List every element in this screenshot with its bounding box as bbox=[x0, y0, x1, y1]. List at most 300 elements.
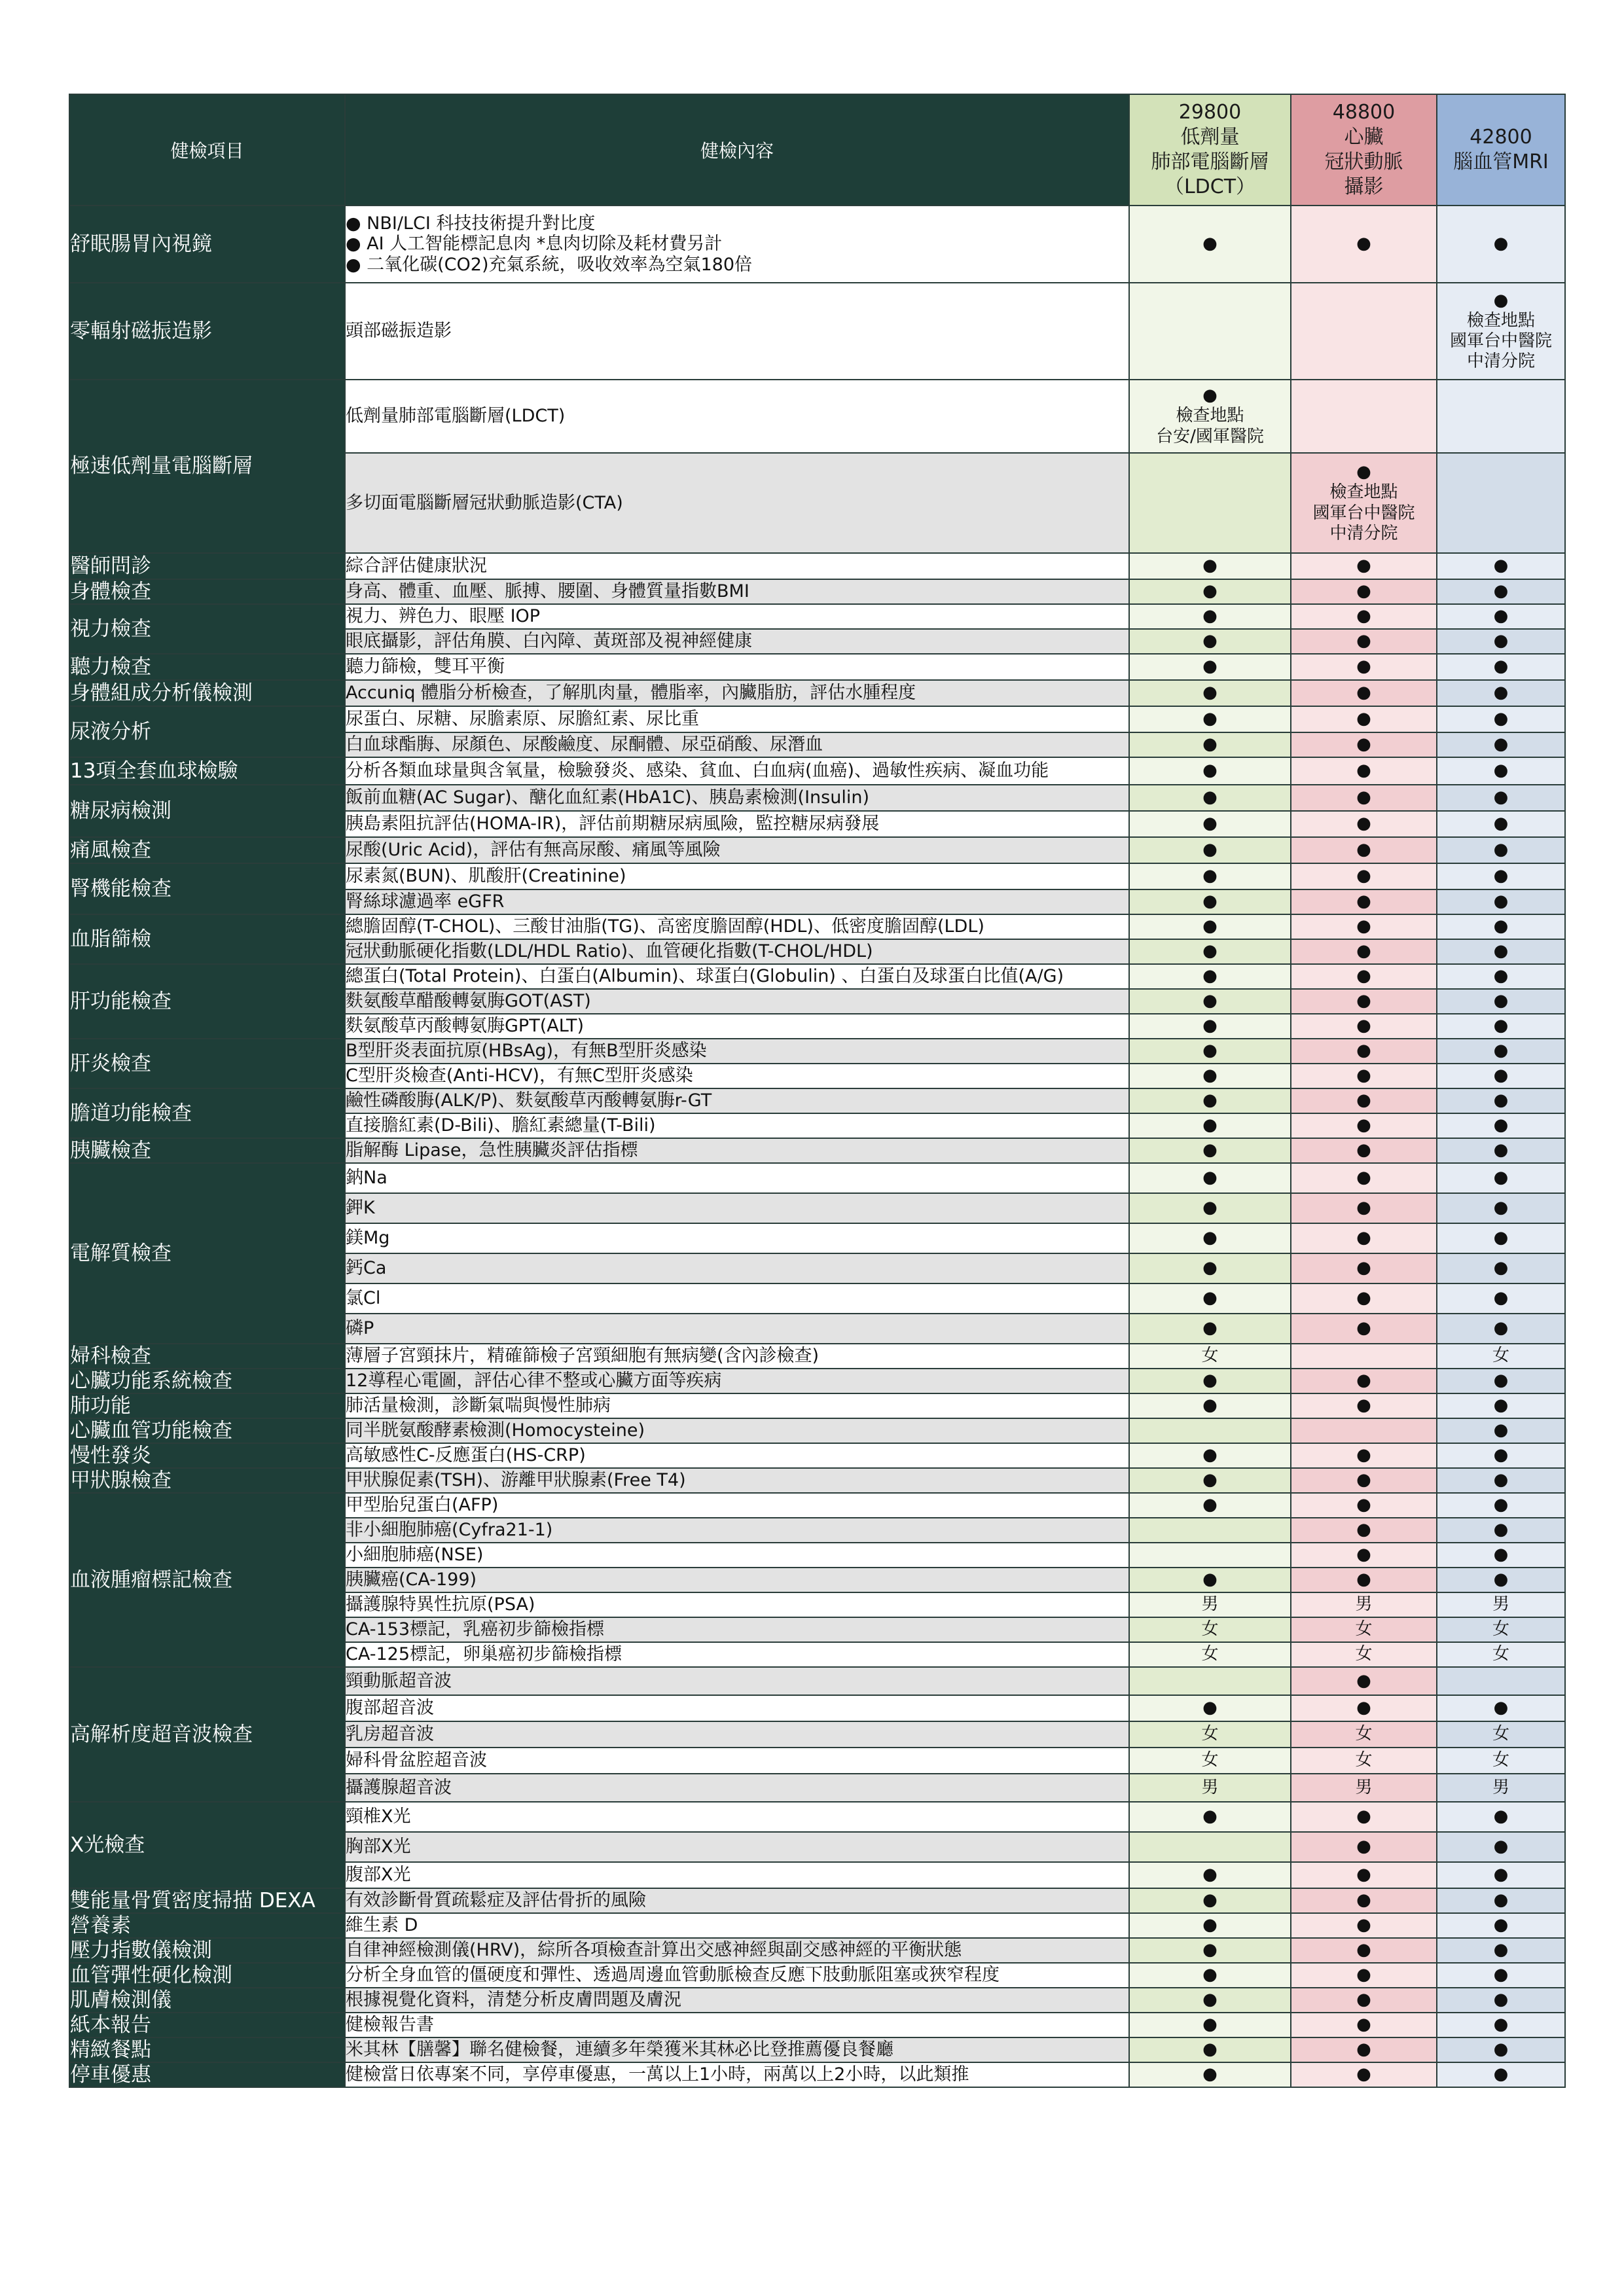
package-mark-cell: ● bbox=[1291, 553, 1437, 579]
package-mark-cell bbox=[1129, 1543, 1291, 1568]
package-mark-cell bbox=[1129, 283, 1291, 380]
content-line: 視力、辨色力、眼壓 IOP bbox=[346, 606, 541, 627]
package-mark-cell bbox=[1437, 1667, 1565, 1695]
package-mark-cell: ● bbox=[1291, 785, 1437, 811]
content-cell bbox=[345, 1592, 1129, 1617]
package-mark-cell: ● bbox=[1291, 1695, 1437, 1721]
content-cell bbox=[345, 2013, 1129, 2037]
package-mark-cell: ● bbox=[1291, 1369, 1437, 1393]
category-cell: 高解析度超音波檢查 bbox=[69, 1667, 345, 1802]
table-row bbox=[69, 1468, 1565, 1493]
package-mark-cell: ● bbox=[1129, 1163, 1291, 1193]
package-mark-cell: ● bbox=[1437, 1418, 1565, 1443]
package-mark-cell: 男 bbox=[1291, 1592, 1437, 1617]
package-mark-cell: ● bbox=[1291, 1443, 1437, 1468]
content-cell bbox=[345, 1774, 1129, 1802]
package-mark-cell: ● bbox=[1129, 654, 1291, 680]
content-cell bbox=[345, 1064, 1129, 1088]
content-cell bbox=[345, 1568, 1129, 1592]
package-ldct-header bbox=[1129, 94, 1291, 206]
package-mri-header bbox=[1437, 94, 1565, 206]
package-mark-cell: ● bbox=[1291, 1568, 1437, 1592]
category-cell: 血液腫瘤標記檢查 bbox=[69, 1493, 345, 1667]
table-header-row bbox=[69, 94, 1565, 206]
package-mark-cell: ● bbox=[1291, 863, 1437, 889]
content-line: 低劑量肺部電腦斷層(LDCT) bbox=[346, 406, 566, 427]
package-mark-cell: ● bbox=[1437, 553, 1565, 579]
package-mark-cell: ● bbox=[1437, 863, 1565, 889]
content-cell bbox=[345, 1802, 1129, 1832]
table-row bbox=[69, 1963, 1565, 1988]
package-mark-cell bbox=[1129, 1667, 1291, 1695]
category-cell: 醫師問診 bbox=[69, 553, 345, 579]
content-cell bbox=[345, 553, 1129, 579]
package-mark-cell: ● bbox=[1129, 1039, 1291, 1064]
content-line: 甲型胎兒蛋白(AFP) bbox=[346, 1495, 499, 1516]
content-cell bbox=[345, 1913, 1129, 1938]
package-mark-cell: ● bbox=[1291, 1014, 1437, 1039]
category-cell: X光檢查 bbox=[69, 1802, 345, 1888]
package-mark-cell: ● bbox=[1437, 680, 1565, 706]
package-mark-cell: ● bbox=[1291, 1039, 1437, 1064]
package-mark-cell bbox=[1291, 1418, 1437, 1443]
content-cell bbox=[345, 914, 1129, 939]
content-line: ● AI 人工智能標記息肉 *息肉切除及耗材費另計 bbox=[346, 234, 723, 255]
content-cell bbox=[345, 579, 1129, 604]
content-cell bbox=[345, 1988, 1129, 2013]
package-mark-cell bbox=[1129, 1418, 1291, 1443]
package-mark-cell: ● bbox=[1129, 1138, 1291, 1163]
category-cell: 婦科檢查 bbox=[69, 1344, 345, 1369]
content-line: 米其林【膳馨】聯名健檢餐，連續多年榮獲米其林必比登推薦優良餐廳 bbox=[346, 2039, 893, 2060]
package-mark-cell: ● bbox=[1291, 1088, 1437, 1113]
content-line: 尿素氮(BUN)、肌酸肝(Creatinine) bbox=[346, 866, 626, 887]
package-mark-cell: ● bbox=[1129, 1468, 1291, 1493]
package-mark-cell: 男 bbox=[1437, 1774, 1565, 1802]
package-mark-cell: 男 bbox=[1129, 1592, 1291, 1617]
package-mark-cell: ● bbox=[1437, 939, 1565, 964]
package-mark-cell: ● bbox=[1129, 1113, 1291, 1138]
content-line: 胰島素阻抗評估(HOMA-IR)，評估前期糖尿病風險，監控糖尿病發展 bbox=[346, 814, 880, 834]
package-mark-cell: 女 bbox=[1291, 1721, 1437, 1748]
content-line: 冠狀動脈硬化指數(LDL/HDL Ratio)、血管硬化指數(T-CHOL/HDL) bbox=[346, 941, 873, 962]
content-cell bbox=[345, 989, 1129, 1014]
content-line: 攝護腺特異性抗原(PSA) bbox=[346, 1594, 535, 1615]
table-row bbox=[69, 2062, 1565, 2087]
package-mark-cell: 女 bbox=[1129, 1344, 1291, 1369]
category-cell: 甲狀腺檢查 bbox=[69, 1468, 345, 1493]
content-cell bbox=[345, 837, 1129, 863]
package-mark-cell: ● bbox=[1129, 1014, 1291, 1039]
category-cell: 血脂篩檢 bbox=[69, 914, 345, 964]
table-row bbox=[69, 1888, 1565, 1913]
category-cell: 尿液分析 bbox=[69, 706, 345, 757]
table-row bbox=[69, 1443, 1565, 1468]
package-mark-cell: ● bbox=[1291, 1938, 1437, 1963]
content-line: 12導程心電圖，評估心律不整或心臟方面等疾病 bbox=[346, 1371, 722, 1391]
content-line: 綜合評估健康狀況 bbox=[346, 556, 487, 577]
content-line: 分析全身血管的僵硬度和彈性、透過周邊血管動脈檢查反應下肢動脈阻塞或狹窄程度 bbox=[346, 1965, 1000, 1986]
package-mark-cell: ● 檢查地點 台安/國軍醫院 bbox=[1129, 380, 1291, 453]
content-line: 麩氨酸草丙酸轉氨脢GPT(ALT) bbox=[346, 1016, 585, 1037]
content-line: 磷P bbox=[346, 1318, 374, 1339]
content-cell bbox=[345, 1223, 1129, 1253]
package-mark-cell: ● bbox=[1437, 1253, 1565, 1283]
package-mark-cell: ● bbox=[1437, 1369, 1565, 1393]
content-line: 腎絲球濾過率 eGFR bbox=[346, 891, 505, 912]
category-cell: 膽道功能檢查 bbox=[69, 1088, 345, 1138]
category-cell: 肺功能 bbox=[69, 1393, 345, 1418]
content-line: 自律神經檢測儀(HRV)，綜所各項檢查計算出交感神經與副交感神經的平衡狀態 bbox=[346, 1940, 962, 1961]
content-line: 健檢當日依專案不同，享停車優惠，一萬以上1小時，兩萬以上2小時，以此類推 bbox=[346, 2064, 969, 2085]
package-mark-cell: ● bbox=[1291, 964, 1437, 989]
content-cell bbox=[345, 1938, 1129, 1963]
package-mark-cell: ● bbox=[1437, 1568, 1565, 1592]
package-mark-cell: ● bbox=[1437, 964, 1565, 989]
content-cell bbox=[345, 283, 1129, 380]
package-mark-cell: ● bbox=[1129, 863, 1291, 889]
package-mark-cell: ● bbox=[1437, 1039, 1565, 1064]
package-mark-cell: ● bbox=[1129, 1493, 1291, 1518]
content-line: 腹部超音波 bbox=[346, 1698, 434, 1719]
package-name-line: 腦血管MRI bbox=[1453, 151, 1549, 173]
category-cell: 腎機能檢查 bbox=[69, 863, 345, 914]
package-mark-cell: ● bbox=[1437, 889, 1565, 914]
package-mark-cell: ● bbox=[1437, 654, 1565, 680]
package-mark-cell: ● bbox=[1437, 2037, 1565, 2062]
package-mark-cell: ● bbox=[1291, 1253, 1437, 1283]
content-cell bbox=[345, 939, 1129, 964]
package-mark-cell: ● bbox=[1437, 1163, 1565, 1193]
table-row bbox=[69, 1393, 1565, 1418]
content-line: 同半胱氨酸酵素檢測(Homocysteine) bbox=[346, 1420, 645, 1441]
content-line: 總蛋白(Total Protein)、白蛋白(Albumin)、球蛋白(Globulin) 、白蛋白及球蛋白比值(A/G) bbox=[346, 966, 1064, 987]
table-row bbox=[69, 604, 1565, 629]
package-mark-cell: ● bbox=[1129, 2013, 1291, 2037]
package-mark-cell: ● bbox=[1437, 1113, 1565, 1138]
content-cell bbox=[345, 964, 1129, 989]
content-line: 胰臟癌(CA-199) bbox=[346, 1570, 477, 1590]
content-line: B型肝炎表面抗原(HBsAg)，有無B型肝炎感染 bbox=[346, 1041, 707, 1062]
table-row bbox=[69, 1039, 1565, 1064]
content-cell bbox=[345, 732, 1129, 757]
package-name-line: （LDCT） bbox=[1164, 175, 1256, 198]
content-cell bbox=[345, 1314, 1129, 1344]
package-mark-cell: ● bbox=[1437, 1014, 1565, 1039]
content-cell bbox=[345, 1642, 1129, 1667]
category-cell: 血管彈性硬化檢測 bbox=[69, 1963, 345, 1988]
content-line: 直接膽紅素(D-Bili)、膽紅素總量(T-Bili) bbox=[346, 1115, 656, 1136]
package-mark-cell: ● bbox=[1291, 732, 1437, 757]
package-mark-cell: ● bbox=[1129, 964, 1291, 989]
package-mark-cell: 女 bbox=[1437, 1344, 1565, 1369]
content-line: 氯Cl bbox=[346, 1288, 381, 1309]
table-row bbox=[69, 579, 1565, 604]
package-mark-cell: ● bbox=[1129, 914, 1291, 939]
category-cell: 精緻餐點 bbox=[69, 2037, 345, 2062]
package-mark-cell: ● bbox=[1291, 680, 1437, 706]
package-mark-cell: ● bbox=[1291, 2062, 1437, 2087]
content-line: 乳房超音波 bbox=[346, 1724, 434, 1745]
package-mark-cell: ● bbox=[1129, 785, 1291, 811]
package-mark-cell: 女 bbox=[1291, 1617, 1437, 1642]
package-mark-cell: ● bbox=[1129, 1393, 1291, 1418]
table-row bbox=[69, 914, 1565, 939]
package-mark-cell: ● bbox=[1129, 889, 1291, 914]
table-row bbox=[69, 553, 1565, 579]
content-line: 鈉Na bbox=[346, 1168, 388, 1189]
package-mark-cell: ● bbox=[1129, 1443, 1291, 1468]
package-mark-cell: ● bbox=[1437, 1223, 1565, 1253]
content-line: 有效診斷骨質疏鬆症及評估骨折的風險 bbox=[346, 1890, 646, 1911]
package-mark-cell: ● bbox=[1437, 1393, 1565, 1418]
package-mark-cell: ● bbox=[1129, 553, 1291, 579]
package-mark-cell: ● bbox=[1291, 1468, 1437, 1493]
table-row bbox=[69, 1667, 1565, 1695]
package-mark-cell: ● bbox=[1291, 1314, 1437, 1344]
package-mark-cell: ● bbox=[1437, 1832, 1565, 1862]
content-cell bbox=[345, 1832, 1129, 1862]
content-cell bbox=[345, 1443, 1129, 1468]
package-mark-cell: ● bbox=[1291, 1393, 1437, 1418]
package-mark-cell: 女 bbox=[1437, 1721, 1565, 1748]
content-cell bbox=[345, 1493, 1129, 1518]
package-mark-cell: ● bbox=[1437, 1193, 1565, 1223]
content-cell bbox=[345, 1963, 1129, 1988]
table-row bbox=[69, 1938, 1565, 1963]
package-price: 42800 bbox=[1470, 126, 1532, 149]
content-line: ● NBI/LCI 科技技術提升對比度 bbox=[346, 213, 596, 234]
content-cell bbox=[345, 706, 1129, 732]
content-line: 脂解酶 Lipase，急性胰臟炎評估指標 bbox=[346, 1140, 638, 1161]
content-cell bbox=[345, 1862, 1129, 1888]
package-mark-cell: ● bbox=[1291, 1493, 1437, 1518]
package-mark-cell: ● bbox=[1129, 2037, 1291, 2062]
table-row bbox=[69, 2037, 1565, 2062]
package-mark-cell: ● bbox=[1291, 989, 1437, 1014]
content-cell bbox=[345, 1617, 1129, 1642]
category-cell: 13項全套血球檢驗 bbox=[69, 757, 345, 785]
package-mark-cell: ● bbox=[1437, 837, 1565, 863]
content-cell bbox=[345, 757, 1129, 785]
table-row bbox=[69, 1418, 1565, 1443]
content-cell bbox=[345, 380, 1129, 453]
package-mark-cell: ● bbox=[1291, 1862, 1437, 1888]
package-mark-cell: 女 bbox=[1437, 1642, 1565, 1667]
package-mark-cell: ● bbox=[1437, 1802, 1565, 1832]
content-cell bbox=[345, 1088, 1129, 1113]
package-mark-cell: ● bbox=[1437, 732, 1565, 757]
table-row bbox=[69, 837, 1565, 863]
package-mark-cell: ● bbox=[1291, 579, 1437, 604]
package-mark-cell: ● bbox=[1129, 1938, 1291, 1963]
package-mark-cell: ● 檢查地點 國軍台中醫院 中清分院 bbox=[1437, 283, 1565, 380]
content-cell bbox=[345, 1695, 1129, 1721]
table-row bbox=[69, 1493, 1565, 1518]
package-mark-cell: ● bbox=[1129, 989, 1291, 1014]
content-cell bbox=[345, 453, 1129, 553]
content-line: 根據視覺化資料，清楚分析皮膚問題及膚況 bbox=[346, 1990, 681, 2011]
package-mark-cell bbox=[1129, 1832, 1291, 1862]
content-cell bbox=[345, 785, 1129, 811]
package-mark-cell: ● bbox=[1291, 914, 1437, 939]
package-mark-cell: 男 bbox=[1129, 1774, 1291, 1802]
package-mark-cell: ● bbox=[1437, 1543, 1565, 1568]
package-mark-cell: ● bbox=[1291, 1518, 1437, 1543]
package-mark-cell: ● bbox=[1437, 1138, 1565, 1163]
content-line: 健檢報告書 bbox=[346, 2015, 434, 2036]
package-mark-cell: ● bbox=[1291, 1223, 1437, 1253]
package-mark-cell: ● bbox=[1291, 1064, 1437, 1088]
package-mark-cell: ● bbox=[1437, 1443, 1565, 1468]
table-row bbox=[69, 1163, 1565, 1193]
package-mark-cell: ● bbox=[1291, 604, 1437, 629]
package-mark-cell: ● bbox=[1129, 1913, 1291, 1938]
table-row bbox=[69, 380, 1565, 453]
package-mark-cell: ● bbox=[1291, 1543, 1437, 1568]
package-mark-cell: ● bbox=[1291, 939, 1437, 964]
content-line: 高敏感性C-反應蛋白(HS-CRP) bbox=[346, 1445, 586, 1466]
category-cell: 肝功能檢查 bbox=[69, 964, 345, 1039]
table-row bbox=[69, 1913, 1565, 1938]
package-mark-cell: ● bbox=[1437, 1938, 1565, 1963]
table-row bbox=[69, 1988, 1565, 2013]
table-row bbox=[69, 706, 1565, 732]
package-mark-cell: ● bbox=[1437, 1862, 1565, 1888]
package-mark-cell: ● bbox=[1129, 1314, 1291, 1344]
content-line: 鹼性磷酸脢(ALK/P)、麩氨酸草丙酸轉氨脢r-GT bbox=[346, 1090, 712, 1111]
package-mark-cell: ● bbox=[1129, 837, 1291, 863]
package-name-line: 心臟 bbox=[1344, 126, 1384, 149]
package-mark-cell: ● bbox=[1437, 579, 1565, 604]
category-cell: 視力檢查 bbox=[69, 604, 345, 654]
content-cell bbox=[345, 1721, 1129, 1748]
package-mark-cell bbox=[1437, 380, 1565, 453]
package-mark-cell: ● bbox=[1291, 1913, 1437, 1938]
content-cell bbox=[345, 1039, 1129, 1064]
content-line: 甲狀腺促素(TSH)、游離甲狀腺素(Free T4) bbox=[346, 1470, 686, 1491]
table-row bbox=[69, 1138, 1565, 1163]
content-line: 多切面電腦斷層冠狀動脈造影(CTA) bbox=[346, 492, 623, 513]
content-cell bbox=[345, 1369, 1129, 1393]
package-mark-cell: ● bbox=[1291, 837, 1437, 863]
package-mark-cell: ● bbox=[1129, 706, 1291, 732]
content-cell bbox=[345, 863, 1129, 889]
package-mark-cell: ● bbox=[1437, 1064, 1565, 1088]
content-cell bbox=[345, 629, 1129, 654]
package-mark-cell: ● bbox=[1129, 1088, 1291, 1113]
category-cell: 零輻射磁振造影 bbox=[69, 283, 345, 380]
content-cell bbox=[345, 1283, 1129, 1314]
table-row bbox=[69, 785, 1565, 811]
package-mark-cell: ● bbox=[1291, 1113, 1437, 1138]
table-row bbox=[69, 1802, 1565, 1832]
package-mark-cell: ● bbox=[1129, 1862, 1291, 1888]
table-row bbox=[69, 1344, 1565, 1369]
package-mark-cell: ● bbox=[1129, 1695, 1291, 1721]
content-line: CA-125標記，卵巢癌初步篩檢指標 bbox=[346, 1644, 623, 1665]
content-line: 尿蛋白、尿糖、尿膽素原、尿膽紅素、尿比重 bbox=[346, 709, 699, 730]
package-mark-cell: 女 bbox=[1129, 1748, 1291, 1774]
package-name-line: 攝影 bbox=[1344, 175, 1384, 198]
category-cell: 身體組成分析儀檢測 bbox=[69, 680, 345, 706]
content-cell bbox=[345, 654, 1129, 680]
package-mark-cell: ● bbox=[1291, 889, 1437, 914]
package-mark-cell: ● bbox=[1437, 1963, 1565, 1988]
header-item: 健檢項目 bbox=[69, 94, 345, 206]
package-mark-cell: ● bbox=[1129, 1283, 1291, 1314]
package-cardiac-header bbox=[1291, 94, 1437, 206]
table-row bbox=[69, 283, 1565, 380]
package-mark-cell: ● bbox=[1129, 579, 1291, 604]
package-mark-cell: ● bbox=[1129, 1223, 1291, 1253]
content-line: 麩氨酸草醋酸轉氨脢GOT(AST) bbox=[346, 991, 591, 1012]
table-row bbox=[69, 680, 1565, 706]
package-mark-cell: 女 bbox=[1437, 1748, 1565, 1774]
content-cell bbox=[345, 1393, 1129, 1418]
content-line: 小細胞肺癌(NSE) bbox=[346, 1545, 484, 1566]
content-cell bbox=[345, 1193, 1129, 1223]
content-cell bbox=[345, 1344, 1129, 1369]
package-mark-cell: ● bbox=[1129, 811, 1291, 837]
table-row bbox=[69, 206, 1565, 283]
content-cell bbox=[345, 1667, 1129, 1695]
package-mark-cell: ● bbox=[1291, 654, 1437, 680]
package-mark-cell: ● bbox=[1129, 1253, 1291, 1283]
package-mark-cell: ● bbox=[1437, 1988, 1565, 2013]
package-mark-cell: ● bbox=[1291, 1988, 1437, 2013]
package-mark-cell: ● bbox=[1437, 1518, 1565, 1543]
content-line: 鎂Mg bbox=[346, 1228, 390, 1249]
table-row bbox=[69, 1369, 1565, 1393]
package-mark-cell bbox=[1291, 1344, 1437, 1369]
content-line: 頸椎X光 bbox=[346, 1806, 411, 1827]
package-mark-cell: 女 bbox=[1437, 1617, 1565, 1642]
table-body bbox=[69, 206, 1565, 2087]
content-cell bbox=[345, 1888, 1129, 1913]
content-cell bbox=[345, 604, 1129, 629]
package-mark-cell: ● bbox=[1437, 2062, 1565, 2087]
package-mark-cell bbox=[1437, 453, 1565, 553]
content-cell bbox=[345, 1014, 1129, 1039]
content-line: 身高、體重、血壓、脈搏、腰圍、身體質量指數BMI bbox=[346, 581, 749, 602]
package-mark-cell: ● bbox=[1129, 732, 1291, 757]
package-mark-cell: ● bbox=[1437, 1695, 1565, 1721]
category-cell: 雙能量骨質密度掃描 DEXA bbox=[69, 1888, 345, 1913]
content-line: 婦科骨盆腔超音波 bbox=[346, 1750, 487, 1771]
category-cell: 肝炎檢查 bbox=[69, 1039, 345, 1088]
category-cell: 停車優惠 bbox=[69, 2062, 345, 2087]
health-checkup-package-table bbox=[69, 94, 1566, 2088]
package-mark-cell: ● bbox=[1129, 1963, 1291, 1988]
content-cell bbox=[345, 1418, 1129, 1443]
package-mark-cell: ● bbox=[1437, 1283, 1565, 1314]
package-mark-cell: ● bbox=[1291, 206, 1437, 283]
table-row bbox=[69, 2013, 1565, 2037]
content-cell bbox=[345, 1113, 1129, 1138]
category-cell: 痛風檢查 bbox=[69, 837, 345, 863]
content-line: 攝護腺超音波 bbox=[346, 1777, 452, 1798]
content-line: 白血球酯脢、尿顏色、尿酸鹼度、尿酮體、尿亞硝酸、尿潛血 bbox=[346, 734, 823, 755]
content-cell bbox=[345, 1138, 1129, 1163]
content-line: 肺活量檢測，診斷氣喘與慢性肺病 bbox=[346, 1395, 611, 1416]
package-mark-cell: ● bbox=[1291, 1963, 1437, 1988]
category-cell: 壓力指數儀檢測 bbox=[69, 1938, 345, 1963]
package-mark-cell: ● bbox=[1129, 629, 1291, 654]
content-cell bbox=[345, 1253, 1129, 1283]
header-content: 健檢內容 bbox=[345, 94, 1129, 206]
package-mark-cell: ● bbox=[1291, 1283, 1437, 1314]
